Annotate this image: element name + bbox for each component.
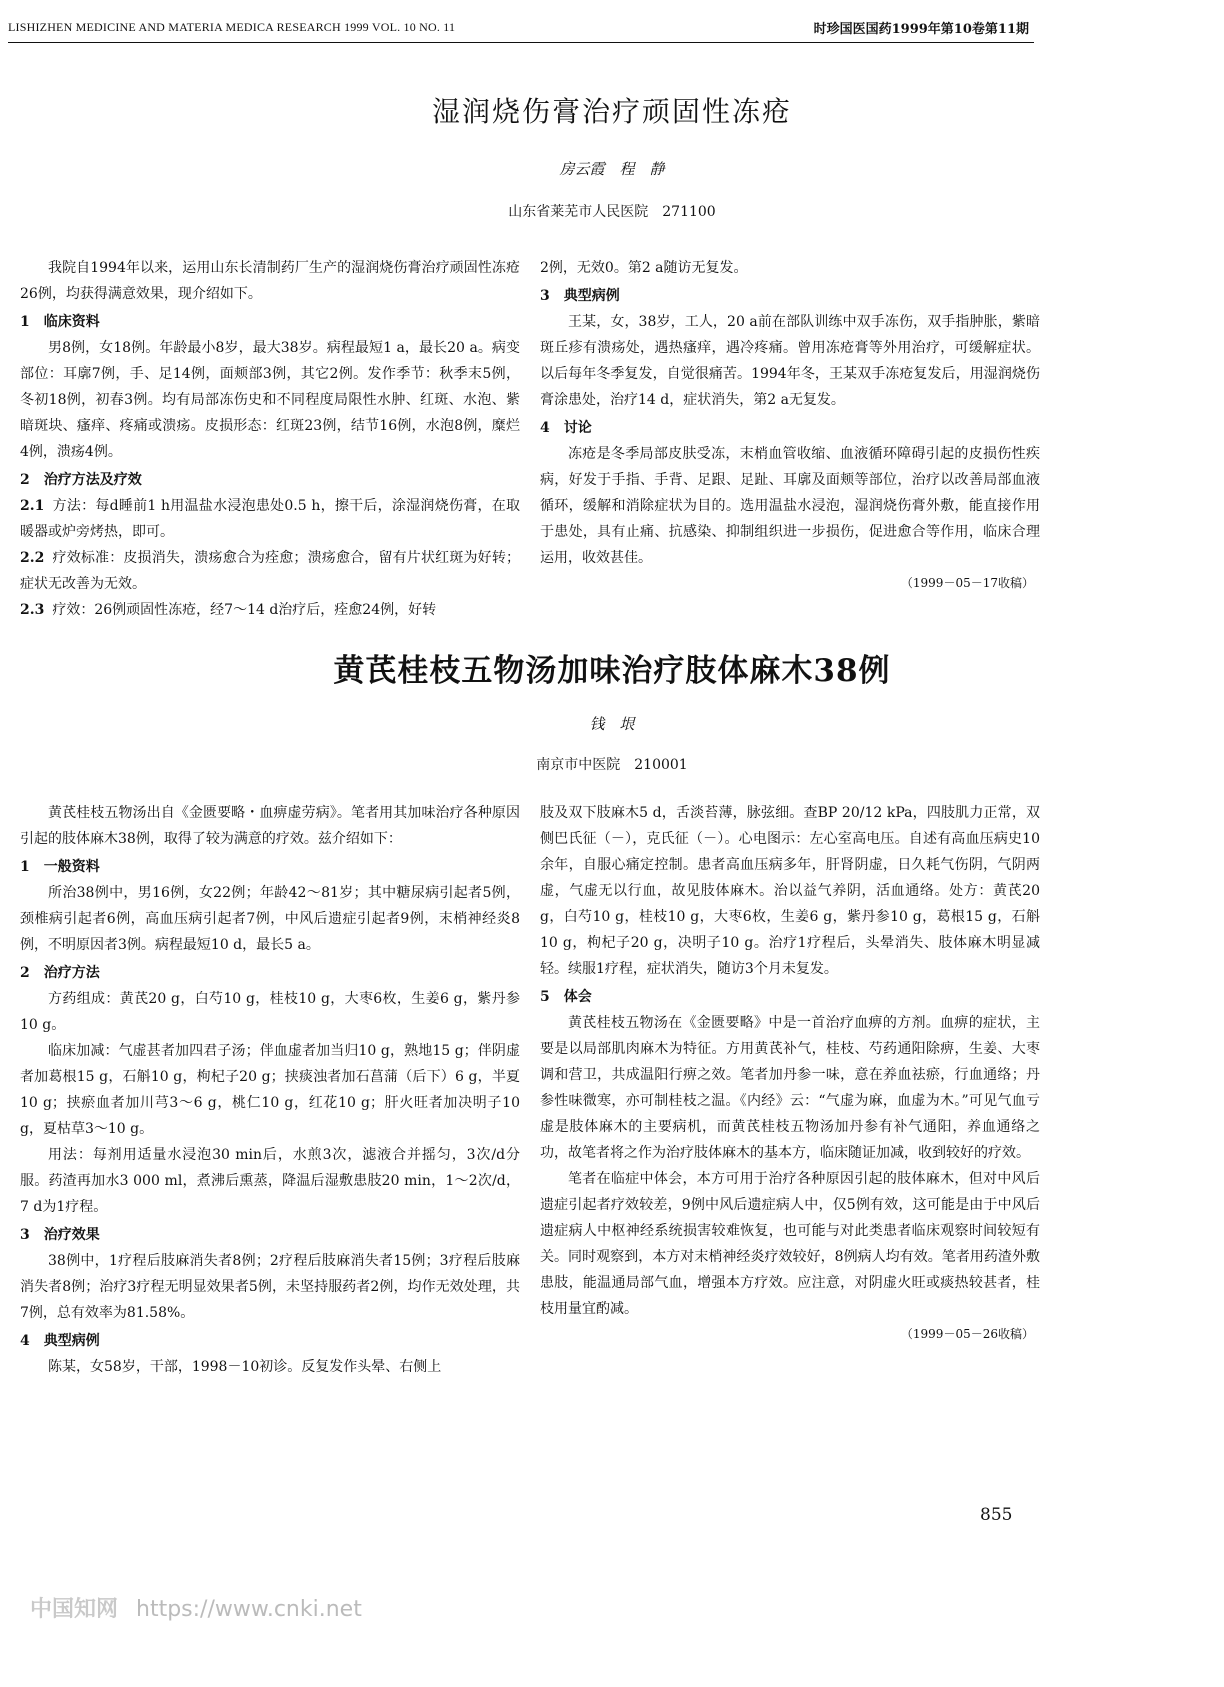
subsection-text: 疗效标准：皮损消失，溃疡愈合为痊愈；溃疡愈合，留有片状红斑为好转；症状无改善为无效。 <box>20 550 520 592</box>
article2-section3-text: 38例中，1疗程后肢麻消失者8例；2疗程后肢麻消失者15例；3疗程后肢麻消失者8例；治疗3疗程无明显效果者5例，未坚持服药者2例，均作无效处理，共7例，总有效率为81.58%。 <box>20 1253 520 1321</box>
article1-section4-heading: 4 讨论 <box>540 420 592 436</box>
subsection-text: 疗效：26例顽固性冻疮，经7～14 d治疗后，痊愈24例，好转 <box>52 602 437 618</box>
article1-section1-heading: 1 临床资料 <box>20 314 100 330</box>
article2-section5-para1: 黄芪桂枝五物汤在《金匮要略》中是一首治疗血痹的方剂。血痹的症状，主要是以局部肌肉麻木为特征。方用黄芪补气，桂枝、芍药通阳除痹，生姜、大枣调和营卫，共成温阳行痹之效。笔者加丹参一味，意在养血祛瘀，行血通络；丹参性味微寒，亦可制桂枝之温。《内经》云：“气虚为麻，血虚为木。”可见气血亏虚是肢体麻木的主要病机，而黄芪桂枝五物汤加丹参有补气通阳，养血通络之功，故笔者将之作为治疗肢体麻木的基本方，临床随证加减，收到较好的疗效。 <box>540 1015 1040 1161</box>
journal-title-en: LISHIZHEN MEDICINE AND MATERIA MEDICA RESEARCH 1999 VOL. 10 NO. 11 <box>8 20 456 34</box>
article1-section1-text: 男8例，女18例。年龄最小8岁，最大38岁。病程最短1 a，最长20 a。病变部位：耳廓7例，手、足14例，面颊部3例，其它2例。发作季节：秋季末5例，冬初18例，初春3例。均有局部冻伤史和不同程度局限性水肿、红斑、水泡、紫暗斑块、瘙痒、疼痛或溃疡。皮损形态：红斑23例，结节16例，水泡8例，糜烂4例，溃疡4例。 <box>20 340 520 460</box>
article2-authors: 钱 垠 <box>589 715 635 733</box>
article2-section1-heading: 1 一般资料 <box>20 859 100 875</box>
article2-section4-heading: 4 典型病例 <box>20 1333 100 1349</box>
subsection-number: 2.1 <box>20 498 45 514</box>
cnki-logo: 中国知网 <box>30 1597 119 1622</box>
article1-section3-heading: 3 典型病例 <box>540 288 620 304</box>
article2-section2-para1: 方药组成：黄芪20 g，白芍10 g，桂枝10 g，大枣6枚，生姜6 g，紫丹参10 g。 <box>20 991 520 1033</box>
article1-section2-2 <box>20 545 520 597</box>
article1-right-column <box>540 255 1040 595</box>
subsection-number: 2.2 <box>20 550 45 566</box>
article1-intro: 我院自1994年以来，运用山东长清制药厂生产的湿润烧伤膏治疗顽固性冻疮26例，均获得满意效果，现介绍如下。 <box>20 260 520 302</box>
article1-section2-1 <box>20 493 520 545</box>
subsection-number: 2.3 <box>20 602 45 618</box>
article2-left-column <box>20 800 520 1380</box>
article1-continued-text: 2例，无效0。第2 a随访无复发。 <box>540 260 748 276</box>
article1-section4-text: 冻疮是冬季局部皮肤受冻，末梢血管收缩、血液循环障碍引起的皮损伤性疾病，好发于手指、手背、足跟、足趾、耳廓及面颊等部位，治疗以改善局部血液循环，缓解和消除症状为目的。选用温盐水浸泡，湿润烧伤膏外敷，能直接作用于患处，具有止痛、抗感染、抑制组织进一步损伤，促进愈合等作用，临床合理运用，收效甚佳。 <box>540 446 1040 566</box>
article2-section3-heading: 3 治疗效果 <box>20 1227 100 1243</box>
subsection-text: 方法：每d睡前1 h用温盐水浸泡患处0.5 h，擦干后，涂湿润烧伤膏，在取暖器或炉旁烤热，即可。 <box>20 498 520 540</box>
running-header <box>0 14 1224 44</box>
article2-affiliation: 南京市中医院 210001 <box>536 757 688 773</box>
article2-section5-para2: 笔者在临症中体会，本方可用于治疗各种原因引起的肢体麻木，但对中风后遗症引起者疗效较差，9例中风后遗症病人中，仅5例有效，这可能是由于中风后遗症病人中枢神经系统损害较难恢复，也可能与对此类患者临床观察时间较短有关。同时观察到，本方对末梢神经炎疗效较好，8例病人均有效。笔者用药渣外敷患肢，能温通局部气血，增强本方疗效。应注意，对阴虚火旺或痰热较甚者，桂枝用量宜酌减。 <box>540 1171 1040 1317</box>
article2-section4-text: 陈某，女58岁，干部，1998－10初诊。反复发作头晕、右侧上 <box>48 1359 442 1375</box>
cnki-watermark <box>30 1592 362 1623</box>
page-number: 855 <box>980 1505 1013 1525</box>
article1-affiliation: 山东省莱芜市人民医院 271100 <box>508 204 716 220</box>
cnki-url[interactable]: https://www.cnki.net <box>136 1597 362 1622</box>
article1-section2-heading: 2 治疗方法及疗效 <box>20 472 142 488</box>
article1-section2-3 <box>20 597 520 623</box>
article2-section2-heading: 2 治疗方法 <box>20 965 100 981</box>
article2-received-date: （1999－05－26收稿） <box>900 1327 1034 1341</box>
article1-received-date: （1999－05－17收稿） <box>900 576 1034 590</box>
article1-left-column <box>20 255 520 623</box>
article2-section2-para2: 临床加减：气虚甚者加四君子汤；伴血虚者加当归10 g，熟地15 g；伴阴虚者加葛根15 g，石斛10 g，枸杞子20 g；挟痰浊者加石菖蒲（后下）6 g，半夏10 g；挟瘀血者加川芎3～6 g，桃仁10 g，红花10 g；肝火旺者加决明子10 g，夏枯草3～10 g。 <box>20 1043 520 1137</box>
journal-title-cn: 时珍国医国药1999年第10卷第11期 <box>813 22 1029 37</box>
article2-right-column <box>540 800 1040 1346</box>
article2-section1-text: 所治38例中，男16例，女22例；年龄42～81岁；其中糖尿病引起者5例，颈椎病引起者6例，高血压病引起者7例，中风后遗症引起者9例，末梢神经炎8例，不明原因者3例。病程最短10 d，最长5 a。 <box>20 885 520 953</box>
article2-section2-para3: 用法：每剂用适量水浸泡30 min后，水煎3次，滤液合并摇匀，3次/d分服。药渣再加水3 000 ml，煮沸后熏蒸，降温后湿敷患肢20 min，1～2次/d，7 d为1疗程。 <box>20 1147 520 1215</box>
article2-title: 黄芪桂枝五物汤加味治疗肢体麻木38例 <box>333 653 891 689</box>
article2-continued-text: 肢及双下肢麻木5 d，舌淡苔薄，脉弦细。查BP 20/12 kPa，四肢肌力正常，双侧巴氏征（－），克氏征（－）。心电图示：左心室高电压。自述有高血压病史10余年，自服心痛定控制。患者高血压病多年，肝肾阴虚，日久耗气伤阴，气阴两虚，气虚无以行血，故见肢体麻木。治以益气养阴，活血通络。处方：黄芪20 g，白芍10 g，桂枝10 g，大枣6枚，生姜6 g，紫丹参10 g，葛根15 g，石斛10 g，枸杞子20 g，决明子10 g。治疗1疗程后，头晕消失、肢体麻木明显减轻。续服1疗程，症状消失，随访3个月未复发。 <box>540 805 1040 977</box>
article1-section3-text: 王某，女，38岁，工人，20 a前在部队训练中双手冻伤，双手指肿胀，紫暗斑丘疹有溃疡处，遇热瘙痒，遇冷疼痛。曾用冻疮膏等外用治疗，可缓解症状。以后每年冬季复发，自觉很痛苦。1994年冬，王某双手冻疮复发后，用湿润烧伤膏涂患处，治疗14 d，症状消失，第2 a无复发。 <box>540 314 1040 408</box>
article1-title: 湿润烧伤膏治疗顽固性冻疮 <box>431 95 792 128</box>
header-rule <box>8 42 1034 43</box>
article2-intro: 黄芪桂枝五物汤出自《金匮要略・血痹虚劳病》。笔者用其加味治疗各种原因引起的肢体麻木38例，取得了较为满意的疗效。兹介绍如下： <box>20 805 520 847</box>
article2-section5-heading: 5 体会 <box>540 989 592 1005</box>
article1-authors: 房云霞 程 静 <box>559 160 665 178</box>
